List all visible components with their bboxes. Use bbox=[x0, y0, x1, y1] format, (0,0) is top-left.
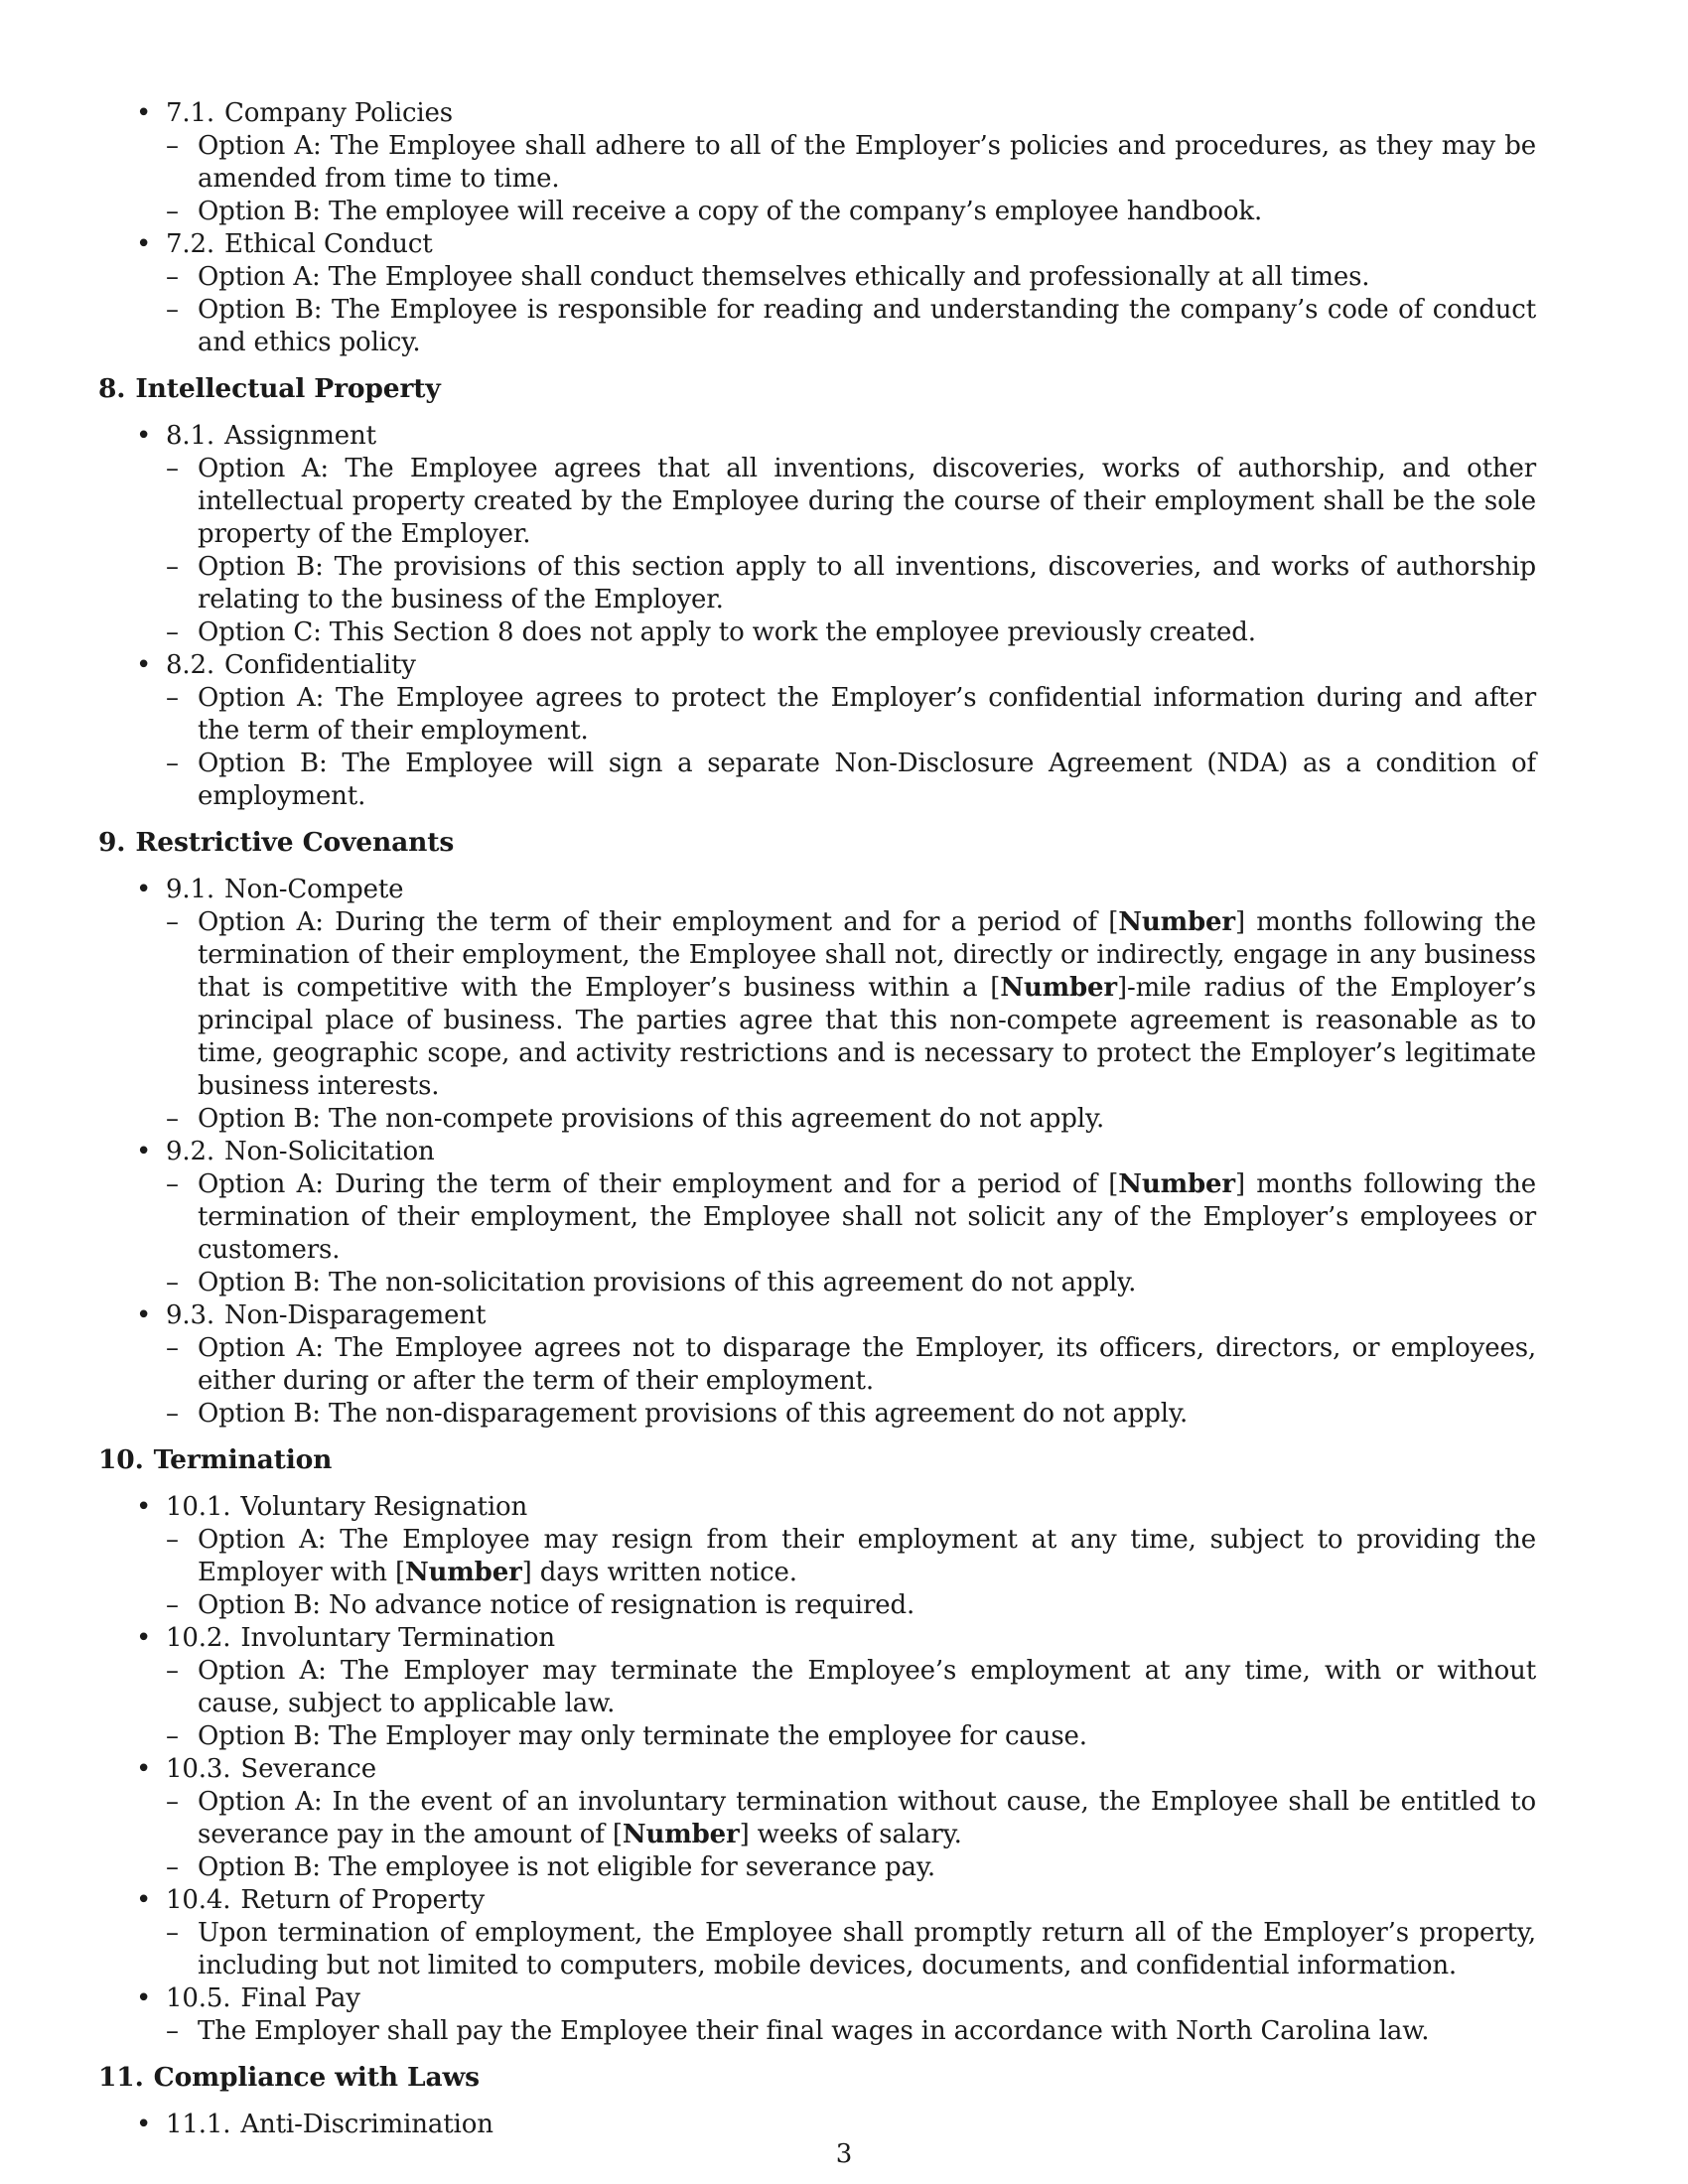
option-item bbox=[136, 1332, 1536, 1398]
placeholder-field: Number bbox=[1118, 907, 1235, 937]
dash-icon: – bbox=[166, 1852, 179, 1882]
option-text: Option B: The provisions of this section apply to all inventions, discoveries, and works of authorship relating to the business of the Employer. bbox=[198, 552, 1536, 614]
placeholder-field: Number bbox=[404, 1558, 522, 1587]
bullet-icon: • bbox=[136, 229, 152, 259]
dash-icon: – bbox=[166, 1399, 179, 1429]
option-item bbox=[136, 1917, 1536, 1982]
option-item bbox=[136, 1786, 1536, 1851]
clause-heading bbox=[166, 874, 1588, 906]
option-item bbox=[136, 1851, 1536, 1884]
option-list bbox=[166, 1786, 1588, 1884]
clause-heading bbox=[166, 649, 1588, 682]
option-list bbox=[166, 1524, 1588, 1622]
option-text: Option A: The Employee agrees not to disparage the Employer, its officers, directors, or employees, either during or after the term of their employment. bbox=[198, 1333, 1536, 1396]
option-text: Option B: The Employee is responsible for reading and understanding the company’s code of conduct and ethics policy. bbox=[198, 295, 1536, 357]
dash-icon: – bbox=[166, 2016, 179, 2046]
option-item bbox=[136, 1103, 1536, 1136]
option-text: The Employer shall pay the Employee their final wages in accordance with North Carolina law. bbox=[198, 2016, 1430, 2046]
clause-number: 9.2. bbox=[166, 1137, 215, 1166]
clause-title: Confidentiality bbox=[224, 650, 416, 680]
option-text: Option A: The Employer may terminate the Employee’s employment at any time, with or without cause, subject to applicable law. bbox=[198, 1656, 1536, 1718]
bullet-icon: • bbox=[136, 650, 152, 680]
option-list bbox=[166, 1168, 1588, 1299]
option-text: Option A: The Employee may resign from their employment at any time, subject to providing the Employer with [Number] days written notice. bbox=[198, 1525, 1536, 1587]
dash-icon: – bbox=[166, 749, 179, 778]
clause-number: 10.3. bbox=[166, 1754, 231, 1784]
clause-heading bbox=[166, 420, 1588, 453]
option-item bbox=[136, 196, 1536, 228]
option-item bbox=[136, 1168, 1536, 1267]
option-text: Option B: The non-compete provisions of this agreement do not apply. bbox=[198, 1104, 1105, 1134]
clause-title: Severance bbox=[240, 1754, 376, 1784]
bullet-icon: • bbox=[136, 875, 152, 904]
bullet-icon: • bbox=[136, 98, 152, 128]
clause-number: 11.1. bbox=[166, 2110, 231, 2139]
bullet-icon: • bbox=[136, 1623, 152, 1653]
page-number: 3 bbox=[835, 2139, 853, 2169]
option-text: Option B: The Employee will sign a separate Non-Disclosure Agreement (NDA) as a condition of employment. bbox=[198, 749, 1536, 811]
clause-item bbox=[98, 1884, 1588, 1982]
dash-icon: – bbox=[166, 1721, 179, 1751]
option-list bbox=[166, 130, 1588, 228]
clause-list bbox=[98, 874, 1588, 1431]
clause-number: 10.2. bbox=[166, 1623, 231, 1653]
clause-number: 8.1. bbox=[166, 421, 215, 451]
option-item bbox=[136, 261, 1536, 294]
clause-number: 10.4. bbox=[166, 1885, 231, 1915]
option-text: Option B: The non-disparagement provisions of this agreement do not apply. bbox=[198, 1399, 1189, 1429]
placeholder-field: Number bbox=[622, 1820, 740, 1849]
option-item bbox=[136, 748, 1536, 813]
section-title-text: Restrictive Covenants bbox=[135, 827, 455, 858]
clause-number: 7.1. bbox=[166, 98, 215, 128]
clause-title: Voluntary Resignation bbox=[240, 1492, 528, 1522]
option-item bbox=[136, 130, 1536, 196]
clause-item bbox=[98, 1622, 1588, 1753]
section-number: 11. bbox=[98, 2062, 144, 2093]
option-item bbox=[136, 616, 1536, 649]
bullet-icon: • bbox=[136, 1885, 152, 1915]
option-list bbox=[166, 261, 1588, 359]
option-item bbox=[136, 682, 1536, 748]
clause-title: Involuntary Termination bbox=[240, 1623, 555, 1653]
section-title-text: Compliance with Laws bbox=[153, 2062, 480, 2093]
clause-heading bbox=[166, 228, 1588, 261]
option-item bbox=[136, 551, 1536, 616]
clause-number: 7.2. bbox=[166, 229, 215, 259]
option-text: Option A: The Employee agrees to protect the Employer’s confidential information during and after the term of their employment. bbox=[198, 683, 1536, 746]
placeholder-field: Number bbox=[1000, 973, 1117, 1003]
clause-title: Company Policies bbox=[224, 98, 453, 128]
section-heading bbox=[98, 1443, 1588, 1476]
dash-icon: – bbox=[166, 907, 179, 937]
bullet-icon: • bbox=[136, 2110, 152, 2139]
document-page bbox=[98, 97, 1588, 2141]
option-list bbox=[166, 682, 1588, 813]
clause-item bbox=[98, 1299, 1588, 1431]
dash-icon: – bbox=[166, 1787, 179, 1817]
clause-item bbox=[98, 420, 1588, 649]
clause-list bbox=[98, 1491, 1588, 2048]
dash-icon: – bbox=[166, 295, 179, 325]
bullet-icon: • bbox=[136, 1300, 152, 1330]
dash-icon: – bbox=[166, 454, 179, 483]
option-item bbox=[136, 1720, 1536, 1753]
clause-item bbox=[98, 97, 1588, 228]
bullet-icon: • bbox=[136, 1983, 152, 2013]
dash-icon: – bbox=[166, 1656, 179, 1686]
section-heading bbox=[98, 826, 1588, 859]
clause-item bbox=[98, 1491, 1588, 1622]
section-title-text: Intellectual Property bbox=[135, 373, 441, 404]
clause-title: Assignment bbox=[224, 421, 376, 451]
option-item bbox=[136, 294, 1536, 359]
bullet-icon: • bbox=[136, 421, 152, 451]
option-item bbox=[136, 1524, 1536, 1589]
dash-icon: – bbox=[166, 197, 179, 226]
option-text: Option A: During the term of their employment and for a period of [Number] months following the termination of their employment, the Employee shall not, directly or indirectly, engage in any business that is competitive with the Employer’s business within a [Number]-mile radius of the Employer’s principal place of business. The parties agree that this non-compete agreement is reasonable as to time, geographic scope, and activity restrictions and is necessary to protect the Employer’s legitimate business interests. bbox=[198, 907, 1537, 1101]
option-list bbox=[166, 453, 1588, 649]
option-item bbox=[136, 2015, 1536, 2048]
option-list bbox=[166, 2015, 1588, 2048]
option-text: Option A: The Employee shall conduct themselves ethically and professionally at all times. bbox=[198, 262, 1370, 292]
placeholder-field: Number bbox=[1118, 1169, 1235, 1199]
bullet-icon: • bbox=[136, 1754, 152, 1784]
dash-icon: – bbox=[166, 1169, 179, 1199]
clause-title: Final Pay bbox=[240, 1983, 360, 2013]
clause-item bbox=[98, 649, 1588, 813]
dash-icon: – bbox=[166, 131, 179, 161]
clause-list bbox=[98, 2109, 1588, 2141]
clause-title: Return of Property bbox=[240, 1885, 486, 1915]
option-list bbox=[166, 906, 1588, 1136]
section-title-text: Termination bbox=[153, 1444, 333, 1475]
clause-heading bbox=[166, 1982, 1588, 2015]
clause-heading bbox=[166, 97, 1588, 130]
clause-number: 9.3. bbox=[166, 1300, 215, 1330]
clause-heading bbox=[166, 1136, 1588, 1168]
option-text: Upon termination of employment, the Employee shall promptly return all of the Employer’s property, including but not limited to computers, mobile devices, documents, and confidential information. bbox=[198, 1918, 1536, 1980]
clause-title: Non-Solicitation bbox=[224, 1137, 435, 1166]
clause-number: 9.1. bbox=[166, 875, 215, 904]
option-text: Option A: The Employee shall adhere to all of the Employer’s policies and procedures, as they may be amended from time to time. bbox=[198, 131, 1536, 194]
clause-heading bbox=[166, 1753, 1588, 1786]
dash-icon: – bbox=[166, 1590, 179, 1620]
clause-number: 10.1. bbox=[166, 1492, 231, 1522]
dash-icon: – bbox=[166, 1525, 179, 1555]
clause-title: Non-Compete bbox=[224, 875, 404, 904]
option-item bbox=[136, 1655, 1536, 1720]
dash-icon: – bbox=[166, 1104, 179, 1134]
clause-list bbox=[98, 97, 1588, 359]
option-text: Option B: The Employer may only terminate the employee for cause. bbox=[198, 1721, 1087, 1751]
clause-heading bbox=[166, 1299, 1588, 1332]
section-heading bbox=[98, 372, 1588, 405]
dash-icon: – bbox=[166, 1268, 179, 1297]
clause-number: 10.5. bbox=[166, 1983, 231, 2013]
clause-heading bbox=[166, 2109, 1588, 2141]
option-item bbox=[136, 453, 1536, 551]
clause-number: 8.2. bbox=[166, 650, 215, 680]
clause-list bbox=[98, 420, 1588, 813]
dash-icon: – bbox=[166, 683, 179, 713]
clause-heading bbox=[166, 1884, 1588, 1917]
option-text: Option A: During the term of their employment and for a period of [Number] months following the termination of their employment, the Employee shall not solicit any of the Employer’s employees or customers. bbox=[198, 1169, 1536, 1265]
option-list bbox=[166, 1655, 1588, 1753]
option-item bbox=[136, 1398, 1536, 1431]
option-text: Option A: The Employee agrees that all inventions, discoveries, works of authorship, and other intellectual property created by the Employee during the course of their employment shall be the sole property of the Employer. bbox=[198, 454, 1536, 549]
dash-icon: – bbox=[166, 617, 179, 647]
clause-title: Anti-Discrimination bbox=[240, 2110, 493, 2139]
clause-heading bbox=[166, 1491, 1588, 1524]
dash-icon: – bbox=[166, 552, 179, 582]
option-text: Option B: The employee will receive a copy of the company’s employee handbook. bbox=[198, 197, 1263, 226]
clause-item bbox=[98, 1136, 1588, 1299]
option-list bbox=[166, 1917, 1588, 1982]
dash-icon: – bbox=[166, 1333, 179, 1363]
bullet-icon: • bbox=[136, 1137, 152, 1166]
section-number: 10. bbox=[98, 1444, 144, 1475]
option-item bbox=[136, 1589, 1536, 1622]
clause-item bbox=[98, 1982, 1588, 2048]
clause-item bbox=[98, 228, 1588, 359]
clause-item bbox=[98, 2109, 1588, 2141]
bullet-icon: • bbox=[136, 1492, 152, 1522]
section-number: 9. bbox=[98, 827, 126, 858]
option-text: Option A: In the event of an involuntary termination without cause, the Employee shall be entitled to severance pay in the amount of [Number] weeks of salary. bbox=[198, 1787, 1536, 1849]
clause-item bbox=[98, 874, 1588, 1136]
option-text: Option C: This Section 8 does not apply to work the employee previously created. bbox=[198, 617, 1256, 647]
option-list bbox=[166, 1332, 1588, 1431]
option-item bbox=[136, 1267, 1536, 1299]
option-text: Option B: The employee is not eligible for severance pay. bbox=[198, 1852, 936, 1882]
section-number: 8. bbox=[98, 373, 126, 404]
clause-title: Ethical Conduct bbox=[224, 229, 433, 259]
section-heading bbox=[98, 2061, 1588, 2094]
dash-icon: – bbox=[166, 262, 179, 292]
option-text: Option B: The non-solicitation provisions of this agreement do not apply. bbox=[198, 1268, 1137, 1297]
clause-item bbox=[98, 1753, 1588, 1884]
option-item bbox=[136, 906, 1536, 1103]
clause-heading bbox=[166, 1622, 1588, 1655]
dash-icon: – bbox=[166, 1918, 179, 1948]
clause-title: Non-Disparagement bbox=[224, 1300, 487, 1330]
option-text: Option B: No advance notice of resignation is required. bbox=[198, 1590, 915, 1620]
